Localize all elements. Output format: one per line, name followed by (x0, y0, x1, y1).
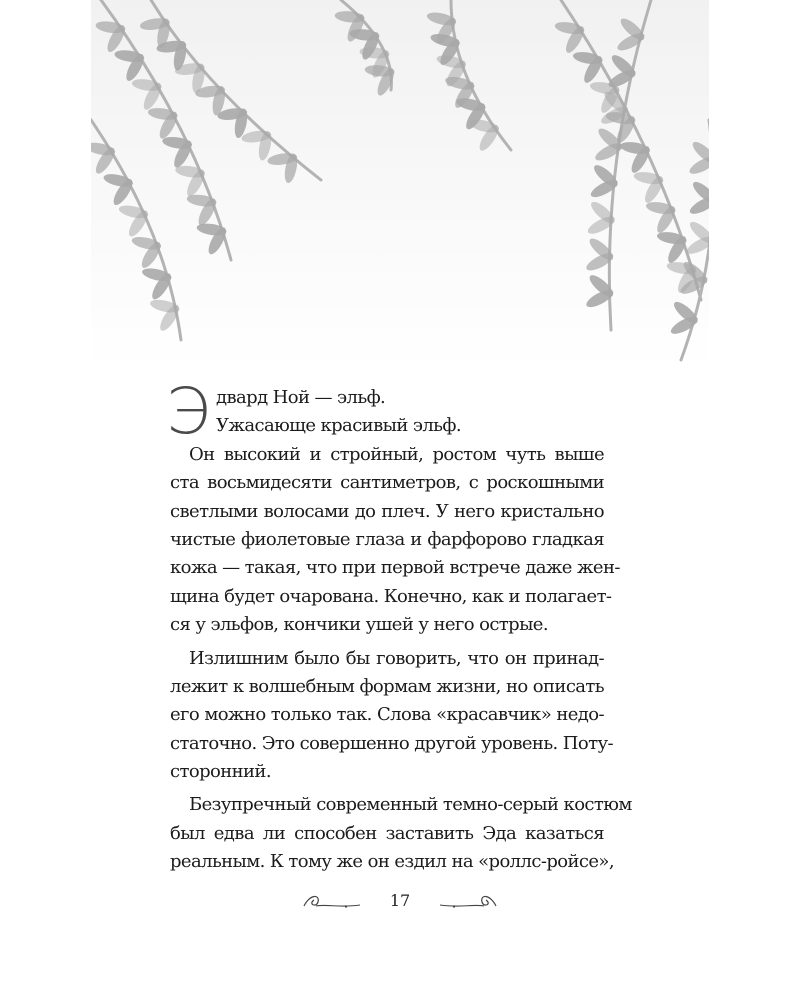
text-line: статочно. Это совершенно другой уровень. Поту- (170, 732, 613, 754)
text-line: сторонний. (170, 761, 271, 783)
drop-cap: Э (166, 375, 210, 448)
page-footer (300, 888, 500, 918)
paragraph (170, 645, 613, 787)
text-line: реальным. К тому же он ездил на «роллс-ройсе», (170, 851, 614, 873)
text-line: был едва ли способен заставить Эда казаться (170, 822, 604, 844)
paragraph (170, 791, 632, 876)
opening-line: двард Ной — эльф. (216, 387, 386, 408)
page-number: 17 (389, 891, 411, 910)
paragraph (170, 441, 620, 640)
text-line: Он высокий и стройный, ростом чуть выше (189, 443, 604, 465)
text-line: ста восьмидесяти сантиметров, с роскошными (170, 472, 604, 494)
text-line: ся у эльфов, кончики ушей у него острые. (170, 614, 548, 636)
text-line: щина будет очарована. Конечно, как и полагает- (170, 585, 612, 607)
opening-paragraph (166, 375, 604, 448)
leaf-shadow-illustration (91, 0, 709, 370)
text-line: чистые фиолетовые глаза и фарфорово гладкая (170, 528, 604, 550)
text-line: светлыми волосами до плеч. У него кристально (170, 500, 604, 522)
opening-line: Ужасающе красивый эльф. (216, 415, 461, 437)
text-line: лежит к волшебным формам жизни, но описать (170, 675, 604, 697)
text-line: Безупречный современный темно-серый костюм (189, 794, 632, 816)
swirl-ornament-icon (436, 892, 498, 912)
text-line: его можно только так. Слова «красавчик» недо- (170, 704, 604, 726)
body-text (166, 375, 632, 877)
text-line: Излишним было бы говорить, что он принад- (189, 647, 604, 669)
text-line: кожа — такая, что при первой встрече даже жен- (170, 557, 620, 579)
